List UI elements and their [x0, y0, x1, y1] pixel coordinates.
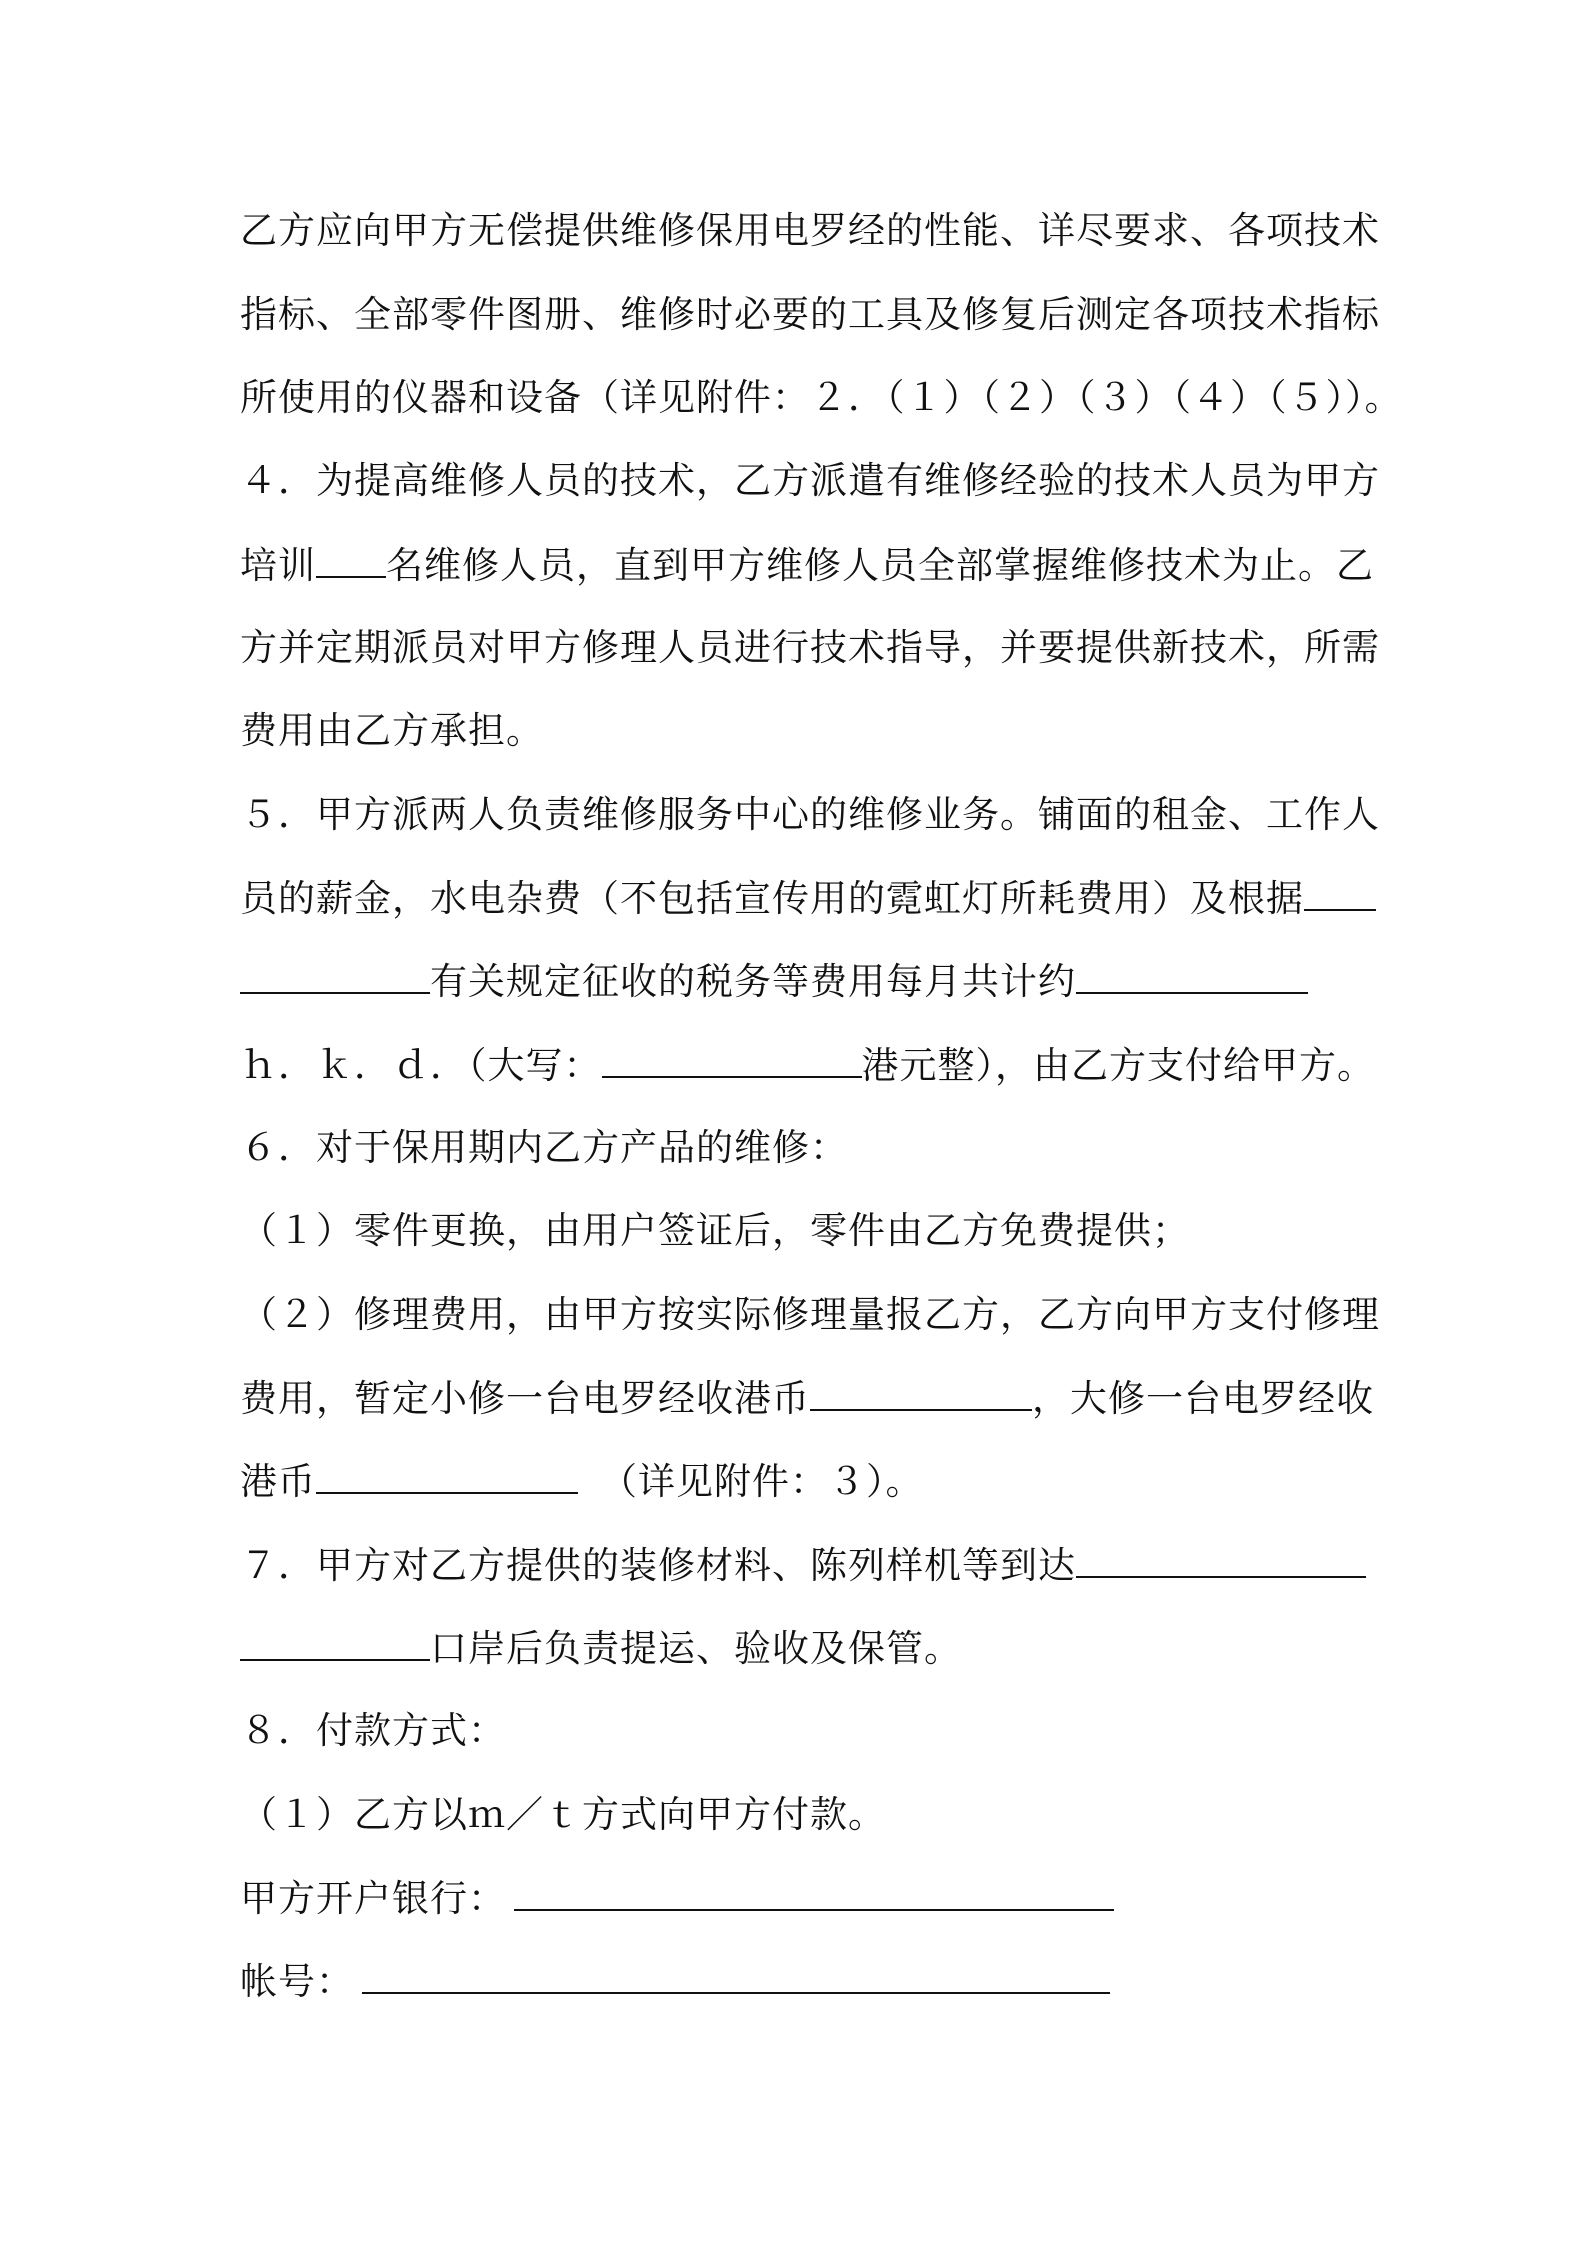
text: 名维修人员，直到甲方维修人员全部掌握维修技术为止。乙 — [386, 544, 1374, 587]
text: ７．甲方对乙方提供的装修材料、陈列样机等到达 — [240, 1544, 1076, 1587]
paragraph-line — [240, 1623, 962, 1673]
text: ，大修一台电罗经收 — [1032, 1377, 1374, 1420]
clause-7-line — [240, 1540, 1366, 1590]
paragraph-line — [240, 706, 544, 756]
bank-name-blank[interactable] — [514, 1873, 1114, 1911]
regulation-blank[interactable] — [1304, 873, 1376, 911]
text: 帐号： — [240, 1960, 354, 2003]
text: ６．对于保用期内乙方产品的维修： — [240, 1126, 848, 1169]
major-repair-fee-blank[interactable] — [316, 1456, 578, 1494]
clause-5-line — [240, 790, 1380, 840]
paragraph-line — [240, 206, 1380, 256]
paragraph-line — [240, 873, 1376, 923]
text: 有关规定征收的税务等费用每月共计约 — [430, 960, 1076, 1003]
text: 所使用的仪器和设备（详见附件：２．（１）（２）（３）（４）（５））。 — [240, 376, 1403, 419]
text: 培训 — [240, 544, 316, 587]
trainee-count-blank[interactable] — [316, 540, 386, 578]
paragraph-line — [240, 1373, 1374, 1423]
text: 方并定期派员对甲方修理人员进行技术指导，并要提供新技术，所需 — [240, 626, 1380, 669]
paragraph-line — [240, 1206, 1190, 1256]
paragraph-line — [240, 373, 1403, 423]
regulation-blank-cont[interactable] — [240, 956, 430, 994]
text: ｈ．ｋ．ｄ．（大写： — [240, 1044, 602, 1087]
text: 费用，暂定小修一台电罗经收港币 — [240, 1377, 810, 1420]
text: ４．为提高维修人员的技术，乙方派遣有维修经验的技术人员为甲方 — [240, 459, 1380, 502]
clause-4-line — [240, 456, 1380, 506]
monthly-total-blank[interactable] — [1076, 956, 1308, 994]
paragraph-line — [240, 1040, 1375, 1090]
text: 乙方应向甲方无偿提供维修保用电罗经的性能、详尽要求、各项技术 — [240, 209, 1380, 252]
account-line — [240, 1956, 1110, 2006]
text: （详见附件：３）。 — [600, 1460, 924, 1503]
paragraph-line — [240, 290, 1380, 340]
text: ５．甲方派两人负责维修服务中心的维修业务。铺面的租金、工作人 — [240, 793, 1380, 836]
minor-repair-fee-blank[interactable] — [810, 1373, 1032, 1411]
account-number-blank[interactable] — [362, 1956, 1110, 1994]
text: ８．付款方式： — [240, 1709, 506, 1752]
paragraph-line — [240, 1456, 924, 1506]
text: 指标、全部零件图册、维修时必要的工具及修复后测定各项技术指标 — [240, 293, 1380, 336]
port-blank[interactable] — [1076, 1540, 1366, 1578]
text: 港元整），由乙方支付给甲方。 — [861, 1044, 1375, 1087]
text: 员的薪金，水电杂费（不包括宣传用的霓虹灯所耗费用）及根据 — [240, 877, 1304, 920]
text: （２）修理费用，由甲方按实际修理量报乙方，乙方向甲方支付修理 — [240, 1293, 1380, 1336]
clause-6-line — [240, 1123, 848, 1173]
clause-8-line — [240, 1706, 506, 1756]
text: 口岸后负责提运、验收及保管。 — [430, 1627, 962, 1670]
text: （１）零件更换，由用户签证后，零件由乙方免费提供； — [240, 1209, 1190, 1252]
paragraph-line — [240, 956, 1308, 1006]
amount-in-words-blank[interactable] — [602, 1040, 862, 1078]
text: （１）乙方以ｍ／ｔ方式向甲方付款。 — [240, 1793, 886, 1836]
paragraph-line — [240, 1790, 886, 1840]
paragraph-line — [240, 540, 1374, 590]
port-blank-cont[interactable] — [240, 1623, 430, 1661]
paragraph-line — [240, 1290, 1380, 1340]
paragraph-line — [240, 623, 1380, 673]
text: 费用由乙方承担。 — [240, 709, 544, 752]
bank-line — [240, 1873, 1114, 1923]
text: 甲方开户银行： — [240, 1877, 506, 1920]
text: 港币 — [240, 1460, 316, 1503]
